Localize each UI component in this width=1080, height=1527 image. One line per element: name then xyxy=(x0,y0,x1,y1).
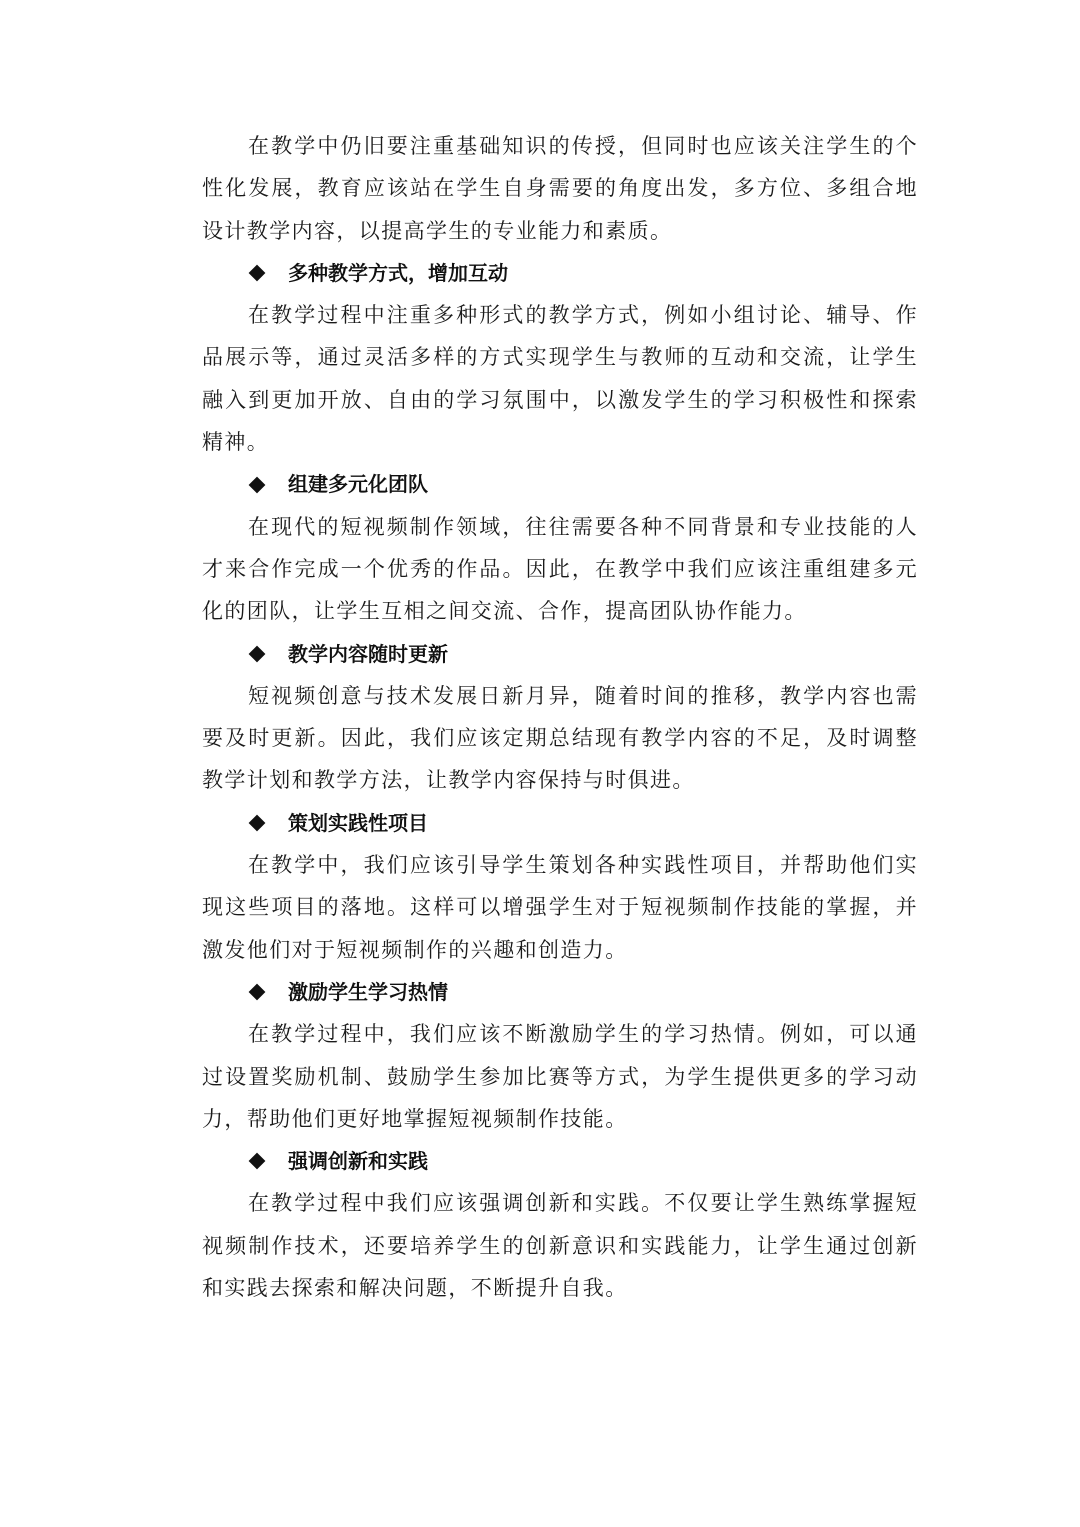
section-body: 在现代的短视频制作领域，往往需要各种不同背景和专业技能的人才来合作完成一个优秀的作品。因此，在教学中我们应该注重组建多元化的团队，让学生互相之间交流、合作，提高团队协作能力。 xyxy=(202,514,918,624)
section-heading xyxy=(202,1140,918,1182)
section-heading-text: 策划实践性项目 xyxy=(288,810,428,835)
diamond-bullet-icon xyxy=(249,984,266,1001)
diamond-bullet-icon xyxy=(249,645,266,662)
section-body: 在教学过程中注重多种形式的教学方式，例如小组讨论、辅导、作品展示等，通过灵活多样的方式实现学生与教师的互动和交流，让学生融入到更加开放、自由的学习氛围中，以激发学生的学习积极性和探索精神。 xyxy=(202,303,918,455)
diamond-bullet-icon xyxy=(249,814,266,831)
section-heading xyxy=(202,463,918,505)
section-body: 短视频创意与技术发展日新月异，随着时间的推移，教学内容也需要及时更新。因此，我们应该定期总结现有教学内容的不足，及时调整教学计划和教学方法，让教学内容保持与时俱进。 xyxy=(202,683,918,793)
section-heading xyxy=(202,802,918,844)
section-heading xyxy=(202,252,918,294)
section-body: 在教学过程中，我们应该不断激励学生的学习热情。例如，可以通过设置奖励机制、鼓励学生参加比赛等方式，为学生提供更多的学习动力，帮助他们更好地掌握短视频制作技能。 xyxy=(202,1022,918,1131)
section-heading xyxy=(202,971,918,1013)
section-practical-projects xyxy=(202,802,918,971)
section-body: 在教学过程中我们应该强调创新和实践。不仅要让学生熟练掌握短视频制作技术，还要培养学生的创新意识和实践能力，让学生通过创新和实践去探索和解决问题，不断提升自我。 xyxy=(202,1191,918,1301)
section-body: 在教学中，我们应该引导学生策划各种实践性项目，并帮助他们实现这些项目的落地。这样可以增强学生对于短视频制作技能的掌握，并激发他们对于短视频制作的兴趣和创造力。 xyxy=(202,853,918,962)
document-page xyxy=(202,125,918,1309)
section-heading-text: 激励学生学习热情 xyxy=(288,979,448,1004)
diamond-bullet-icon xyxy=(249,265,266,282)
intro-paragraph: 在教学中仍旧要注重基础知识的传授，但同时也应该关注学生的个性化发展，教育应该站在学生自身需要的角度出发，多方位、多组合地设计教学内容，以提高学生的专业能力和素质。 xyxy=(202,134,918,243)
section-heading-text: 强调创新和实践 xyxy=(288,1149,428,1174)
diamond-bullet-icon xyxy=(249,1153,266,1170)
diamond-bullet-icon xyxy=(249,476,266,493)
section-motivate-students xyxy=(202,971,918,1140)
section-interactive-teaching xyxy=(202,252,918,463)
section-heading-text: 教学内容随时更新 xyxy=(288,641,448,666)
section-content-update xyxy=(202,633,918,802)
section-heading-text: 组建多元化团队 xyxy=(288,472,428,497)
section-heading xyxy=(202,633,918,675)
section-diverse-team xyxy=(202,463,918,632)
section-innovation-practice xyxy=(202,1140,918,1309)
section-heading-text: 多种教学方式，增加互动 xyxy=(288,260,508,285)
